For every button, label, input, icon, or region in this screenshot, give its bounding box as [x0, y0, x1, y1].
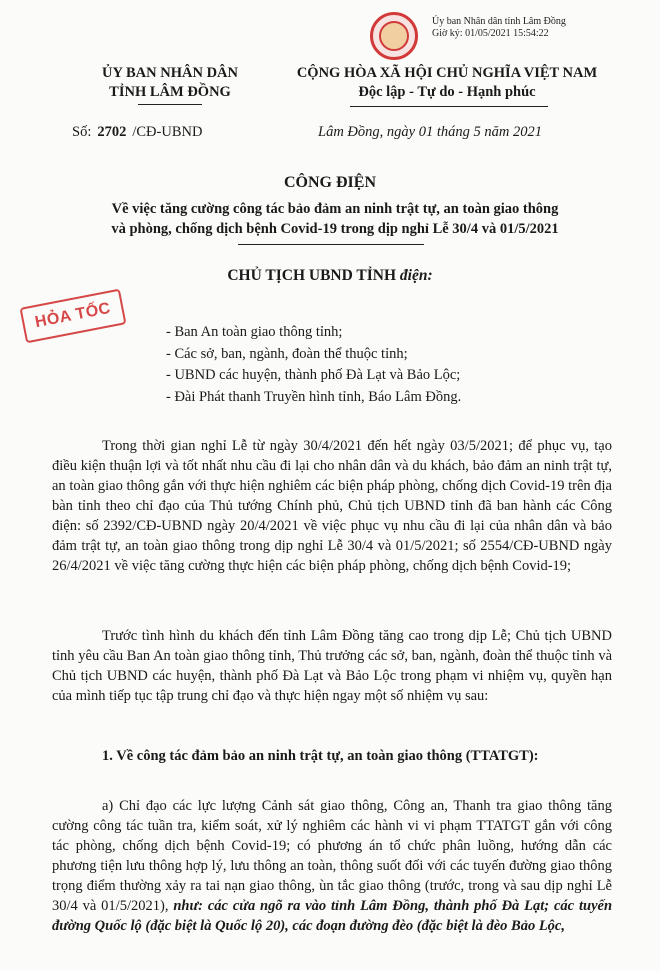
subject-underline [238, 244, 424, 245]
agency-underline [138, 104, 202, 105]
section-heading-1: 1. Về công tác đảm bảo an ninh trật tự, an toàn giao thông (TTATGT): [102, 748, 539, 764]
national-heading [262, 64, 632, 102]
digital-signature-block [432, 16, 566, 40]
national-emblem-seal [370, 12, 418, 60]
recipient-item: - Đài Phát thanh Truyền hình tỉnh, Báo Lâm Đồng. [166, 388, 462, 405]
nation-title: CỘNG HÒA XÃ HỘI CHỦ NGHĨA VIỆT NAM [296, 65, 598, 81]
urgent-stamp: HỎA TỐC [20, 289, 127, 344]
body-paragraph-2: Trước tình hình du khách đến tỉnh Lâm Đồng tăng cao trong dịp Lễ; Chủ tịch UBND tỉnh yêu cầu Ban An toàn giao thông tỉnh, Thủ trưởng các sở, ban, ngành, đoàn thể thuộc tỉnh và Chủ tịch UBND các huyện, thành phố Đà Lạt và Bảo Lộc trong phạm vi nhiệm vụ, quyền hạn của mình tiếp tục tập trung chỉ đạo và thực hiện ngay một số nhiệm vụ sau: [52, 628, 612, 704]
document-number: Số: 2702 /CĐ-UBND [72, 124, 203, 140]
recipient-item: - UBND các huyện, thành phố Đà Lạt và Bảo Lộc; [166, 367, 461, 383]
document-date: Lâm Đồng, ngày 01 tháng 5 năm 2021 [318, 124, 542, 140]
agency-line-2: TỈNH LÂM ĐỒNG [109, 84, 231, 100]
issuing-agency [60, 64, 280, 102]
recipient-item: - Ban An toàn giao thông tỉnh; [166, 324, 343, 340]
recipient-item: - Các sở, ban, ngành, đoàn thể thuộc tỉnh; [166, 345, 408, 362]
recipient-list [166, 322, 461, 408]
motto-underline [350, 106, 548, 107]
signature-signer: Ủy ban Nhân dân tỉnh Lâm Đồng [432, 16, 566, 27]
document-subject: Về việc tăng cường công tác bảo đảm an ninh trật tự, an toàn giao thông và phòng, chống dịch bệnh Covid-19 trong dịp nghỉ Lễ 30/4 và 01/5/2021 [111, 201, 559, 237]
sender-line: CHỦ TỊCH UBND TỈNH điện: [227, 267, 433, 284]
signature-time: Giờ ký: 01/05/2021 15:54:22 [432, 28, 549, 39]
body-paragraph-1: Trong thời gian nghỉ Lễ từ ngày 30/4/2021 đến hết ngày 03/5/2021; để phục vụ, tạo điều kiện thuận lợi và tốt nhất nhu cầu đi lại cho nhân dân và du khách, bảo đảm an ninh trật tự, an toàn giao thông gắn với thực hiện nghiêm các biện pháp phòng, chống dịch Covid-19 trên địa bàn tỉnh theo chỉ đạo của Thủ tướng Chính phủ, Chủ tịch UBND tỉnh đã ban hành các Công điện: số 2392/CĐ-UBND ngày 20/4/2021 về việc phục vụ nhu cầu đi lại của nhân dân và bảo đảm trật tự, an toàn giao thông trong dịp nghỉ Lễ 30/4 và 01/5/2021; số 2554/CĐ-UBND ngày 26/4/2021 về việc tăng cường thực hiện các biện pháp phòng, chống dịch bệnh Covid-19; [52, 438, 612, 574]
document-type: CÔNG ĐIỆN [283, 174, 376, 191]
body-paragraph-3: a) Chỉ đạo các lực lượng Cảnh sát giao thông, Công an, Thanh tra giao thông tăng cường công tác tuần tra, kiểm soát, xử lý nghiêm các hành vi vi phạm TTATGT gắn với công tác phòng, chống dịch bệnh Covid-19; có phương án tổ chức phân luồng, hướng dẫn các phương tiện lưu thông hợp lý, lưu thông an toàn, thông suốt đối với các tuyến đường giao thông trọng điểm thường xảy ra tai nạn giao thông, ùn tắc giao thông (trước, trong và sau dịp nghỉ Lễ 30/4 và 01/5/2021), như: các cửa ngõ ra vào tỉnh Lâm Đồng, thành phố Đà Lạt; các tuyến đường Quốc lộ (đặc biệt là Quốc lộ 20), các đoạn đường đèo (đặc biệt là đèo Bảo Lộc, [52, 798, 613, 934]
national-motto: Độc lập - Tự do - Hạnh phúc [358, 84, 536, 100]
agency-line-1: ỦY BAN NHÂN DÂN [101, 65, 238, 81]
